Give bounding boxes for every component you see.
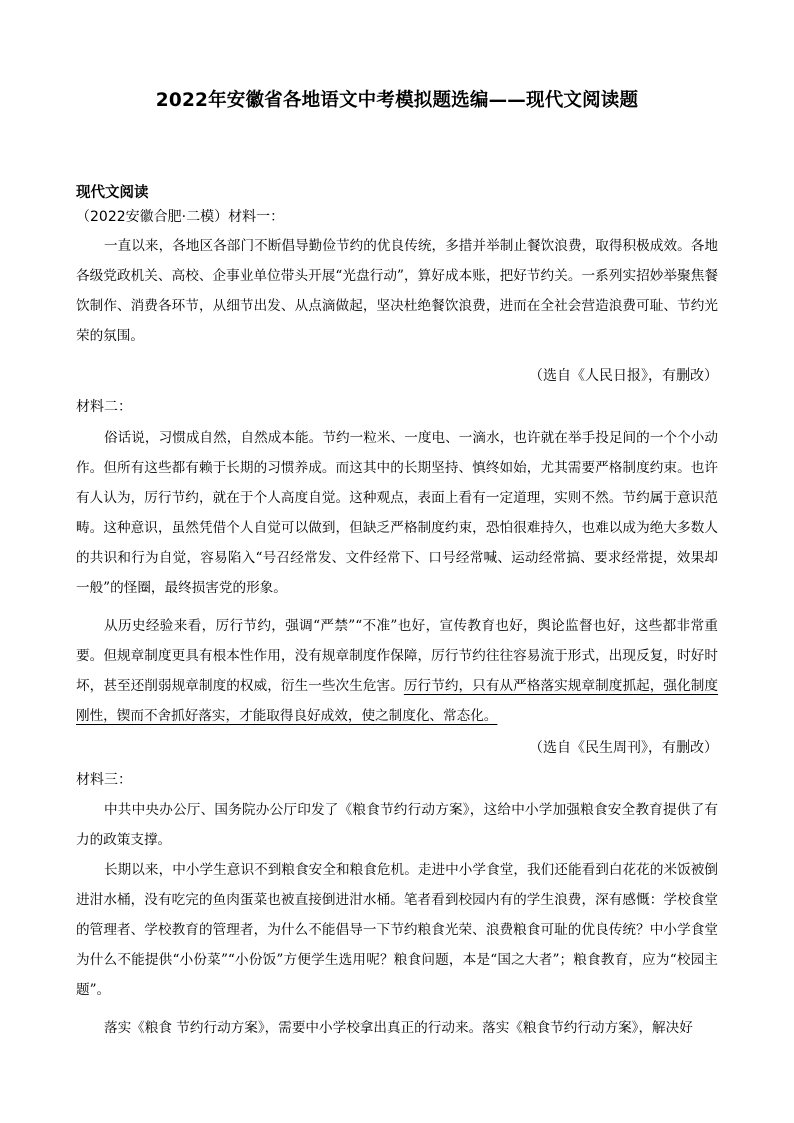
material2-label: 材料二： <box>76 399 132 415</box>
material1-paragraph: 一直以来，各地区各部门不断倡导勤俭节约的优良传统，多措并举制止餐饮浪费，取得积极成效。各地各级党政机关、高校、企事业单位带头开展“光盘行动”，算好成本账，把好节约关。一系列实招妙举聚焦餐饮制作、消费各环节，从细节出发、从点滴做起，坚决杜绝餐饮浪费，进而在全社会营造浪费可耻、节约光荣的氛围。 <box>76 238 718 344</box>
source-line: （2022安徽合肥·二模）材料一： <box>76 209 285 225</box>
material2-paragraph-2-text: 从历史经验来看，厉行节约，强调“严禁”“不准”也好，宣传教育也好，舆论监督也好，这些都非常重要。但规章制度更具有根本性作用，没有规章制度作保障，厉行节约往往容易流于形式，出现反复，时好时坏，甚至还削弱规章制度的权威，衍生一些次生危害。 <box>76 618 718 694</box>
material1-citation: （选自《人民日报》，有删改） <box>529 368 718 384</box>
material2-paragraph-1: 俗话说，习惯成自然，自然成本能。节约一粒米、一度电、一滴水，也许就在举手投足间的一个个小动作。但所有这些都有赖于长期的习惯养成。而这其中的长期坚持、慎终如始，尤其需要严格制度约束。也许有人认为，厉行节约，就在于个人高度自觉。这种观点，表面上看有一定道理，实则不然。节约属于意识范畴。这种意识，虽然凭借个人自觉可以做到，但缺乏严格制度约束，恐怕很难持久，也难以成为绝大多数人的共识和行为自觉，容易陷入“号召经常发、文件经常下、口号经常喊、运动经常搞、要求经常提，效果却一般”的怪圈，最终损害党的形象。 <box>76 430 718 596</box>
underlined-sentence: 厉行节约，只有从严格落实规章制度抓起，强化制度刚性，锲而不舍抓好落实，才能取得良好成效，使之制度化、常态化。 <box>76 678 719 724</box>
material3-paragraph-1: 中共中央办公厅、国务院办公厅印发了《粮食节约行动方案》，这给中小学加强粮食安全教育提供了有力的政策支撑。 <box>76 802 718 848</box>
material2-paragraph-2 <box>76 611 718 731</box>
document-title: 2022年安徽省各地语文中考模拟题选编——现代文阅读题 <box>155 90 639 111</box>
material3-paragraph-2: 长期以来，中小学生意识不到粮食安全和粮食危机。走进中小学食堂，我们还能看到白花花的米饭被倒进泔水桶，没有吃完的鱼肉蛋菜也被直接倒进泔水桶。笔者看到校园内有的学生浪费，深有感慨：学校食堂的管理者、学校教育的管理者，为什么不能倡导一下节约粮食光荣、浪费粮食可耻的优良传统？中小学食堂为什么不能提供“小份菜”“小份饭”方便学生选用呢？粮食问题，本是“国之大者”；粮食教育，应为“校园主题”。 <box>76 862 718 998</box>
material3-paragraph-3: 落实《粮食 节约行动方案》，需要中小学校拿出真正的行动来。落实《粮食节约行动方案》，解决好 <box>104 1020 693 1036</box>
material2-citation: （选自《民生周刊》，有删改） <box>529 740 718 756</box>
material3-label: 材料三： <box>76 772 132 788</box>
section-heading: 现代文阅读 <box>76 185 149 201</box>
